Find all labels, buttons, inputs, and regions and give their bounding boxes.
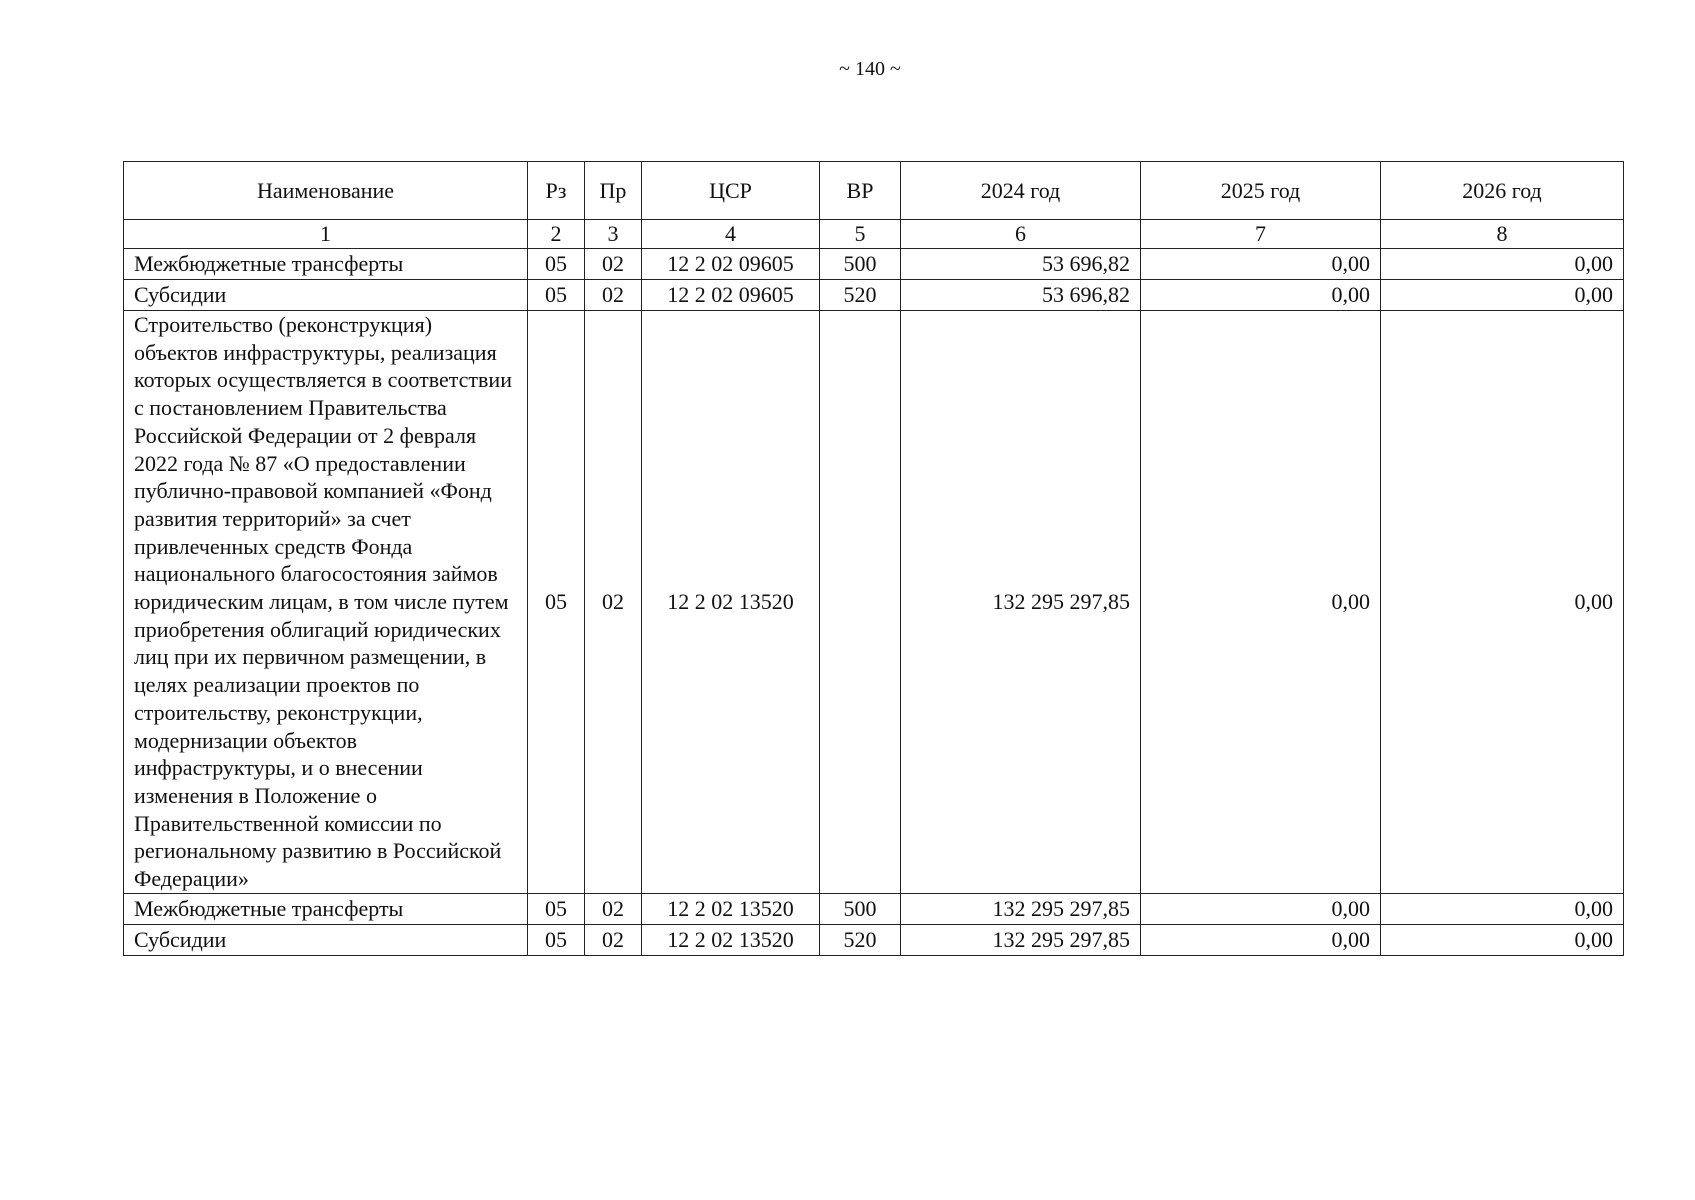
column-number: 5	[820, 220, 901, 249]
row-name: Субсидии	[124, 924, 528, 955]
row-2025: 0,00	[1141, 311, 1381, 894]
row-vr	[820, 311, 901, 894]
row-2026: 0,00	[1381, 893, 1624, 924]
column-number: 8	[1381, 220, 1624, 249]
row-2024: 53 696,82	[901, 249, 1141, 280]
row-vr: 520	[820, 924, 901, 955]
row-vr: 520	[820, 280, 901, 311]
column-number-row	[124, 220, 1624, 249]
header-row	[124, 162, 1624, 220]
row-pr: 02	[585, 924, 642, 955]
row-2025: 0,00	[1141, 924, 1381, 955]
row-csr: 12 2 02 13520	[642, 893, 820, 924]
table-row	[124, 924, 1624, 955]
header-2025: 2025 год	[1141, 162, 1381, 220]
row-2026: 0,00	[1381, 311, 1624, 894]
row-2024: 132 295 297,85	[901, 893, 1141, 924]
table-row	[124, 249, 1624, 280]
column-number: 6	[901, 220, 1141, 249]
row-2025: 0,00	[1141, 249, 1381, 280]
header-2024: 2024 год	[901, 162, 1141, 220]
row-2026: 0,00	[1381, 280, 1624, 311]
row-name: Субсидии	[124, 280, 528, 311]
row-csr: 12 2 02 13520	[642, 924, 820, 955]
row-pr: 02	[585, 893, 642, 924]
column-number: 1	[124, 220, 528, 249]
row-2024: 53 696,82	[901, 280, 1141, 311]
column-number: 7	[1141, 220, 1381, 249]
page-number: ~ 140 ~	[839, 58, 901, 80]
row-name: Строительство (реконструкция) объектов инфраструктуры, реализация которых осуществляется в соответствии с постановлением Правительства Российской Федерации от 2 февраля 2022 года № 87 «О предоставлении публично-правовой компанией «Фонд развития территорий» за счет привлеченных средств Фонда национального благосостояния займов юридическим лицам, в том числе путем приобретения облигаций юридических лиц при их первичном размещении, в целях реализации проектов по строительству, реконструкции, модернизации объектов инфраструктуры, и о внесении изменения в Положение о Правительственной комиссии по региональному развитию в Российской Федерации»	[124, 311, 528, 894]
row-2025: 0,00	[1141, 280, 1381, 311]
row-csr: 12 2 02 09605	[642, 280, 820, 311]
row-rz: 05	[528, 311, 585, 894]
row-rz: 05	[528, 924, 585, 955]
row-2026: 0,00	[1381, 249, 1624, 280]
header-csr: ЦСР	[642, 162, 820, 220]
header-rz: Рз	[528, 162, 585, 220]
row-name: Межбюджетные трансферты	[124, 249, 528, 280]
header-pr: Пр	[585, 162, 642, 220]
row-csr: 12 2 02 13520	[642, 311, 820, 894]
column-number: 2	[528, 220, 585, 249]
row-2025: 0,00	[1141, 893, 1381, 924]
row-vr: 500	[820, 893, 901, 924]
header-2026: 2026 год	[1381, 162, 1624, 220]
row-2024: 132 295 297,85	[901, 311, 1141, 894]
row-pr: 02	[585, 249, 642, 280]
budget-table	[123, 161, 1624, 956]
header-vr: ВР	[820, 162, 901, 220]
row-pr: 02	[585, 311, 642, 894]
table-row	[124, 311, 1624, 894]
row-2026: 0,00	[1381, 924, 1624, 955]
header-name: Наименование	[124, 162, 528, 220]
row-2024: 132 295 297,85	[901, 924, 1141, 955]
column-number: 4	[642, 220, 820, 249]
column-number: 3	[585, 220, 642, 249]
row-name: Межбюджетные трансферты	[124, 893, 528, 924]
row-rz: 05	[528, 893, 585, 924]
row-rz: 05	[528, 249, 585, 280]
table-row	[124, 280, 1624, 311]
row-rz: 05	[528, 280, 585, 311]
row-pr: 02	[585, 280, 642, 311]
row-vr: 500	[820, 249, 901, 280]
row-csr: 12 2 02 09605	[642, 249, 820, 280]
table-row	[124, 893, 1624, 924]
